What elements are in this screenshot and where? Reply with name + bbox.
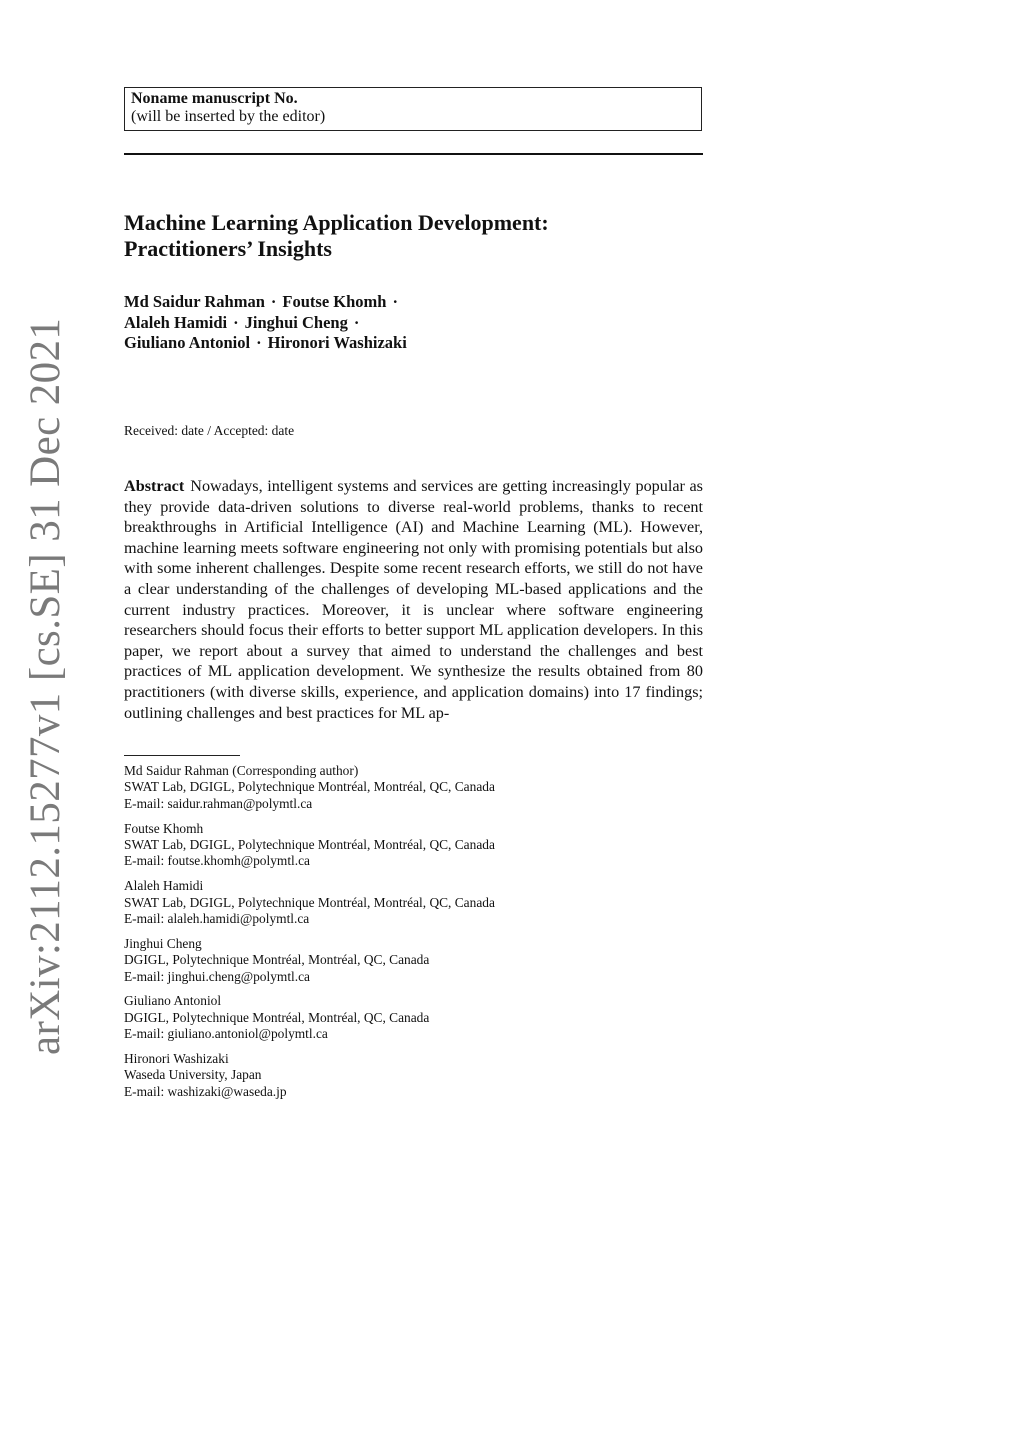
abstract-label: Abstract (124, 477, 185, 495)
author-name: Giuliano Antoniol (124, 333, 251, 352)
author-list (124, 292, 724, 354)
affiliation-email: E-mail: saidur.rahman@polymtl.ca (124, 795, 313, 811)
author-separator: · (256, 333, 262, 352)
affiliation-author: Giuliano Antoniol (124, 993, 222, 1009)
affiliation-institution: SWAT Lab, DGIGL, Polytechnique Montréal, Montréal, QC, Canada (124, 894, 495, 910)
affiliation-institution: DGIGL, Polytechnique Montréal, Montréal, QC, Canada (124, 952, 430, 968)
affiliation-block (124, 993, 724, 1042)
author-separator: · (353, 312, 360, 332)
affiliation-block (124, 821, 724, 870)
received-accepted-dates: Received: date / Accepted: date (124, 423, 295, 438)
manuscript-number-box (124, 87, 702, 131)
author-separator: · (392, 292, 398, 311)
affiliation-author: Md Saidur Rahman (Corresponding author) (124, 763, 359, 778)
manuscript-note: (will be inserted by the editor) (131, 108, 326, 125)
author-line-2 (124, 313, 724, 334)
author-name: Foutse Khomh (282, 292, 387, 311)
affiliation-email: E-mail: alaleh.hamidi@polymtl.ca (124, 911, 310, 927)
author-name: Jinghui Cheng (244, 312, 348, 332)
affiliation-block (124, 1051, 724, 1100)
arxiv-stamp-text: arXiv:2112.15277v1 [cs.SE] 31 Dec 2021 (22, 317, 69, 1055)
author-name: Alaleh Hamidi (124, 312, 228, 332)
paper-title-line-1: Machine Learning Application Development: (124, 210, 549, 235)
paper-title (124, 210, 724, 262)
affiliation-institution: Waseda University, Japan (124, 1067, 262, 1083)
affiliation-author: Hironori Washizaki (124, 1051, 229, 1067)
author-separator: · (233, 312, 239, 332)
header-divider (124, 153, 703, 155)
author-name: Md Saidur Rahman (124, 292, 265, 311)
affiliation-email: E-mail: foutse.khomh@polymtl.ca (124, 853, 311, 869)
affiliation-author: Jinghui Cheng (124, 935, 202, 951)
affiliation-email: E-mail: jinghui.cheng@polymtl.ca (124, 968, 310, 984)
author-line-3 (124, 333, 724, 354)
author-separator: · (270, 292, 277, 311)
affiliation-institution: DGIGL, Polytechnique Montréal, Montréal, QC, Canada (124, 1009, 430, 1025)
author-line-1 (124, 292, 724, 313)
affiliation-email: E-mail: washizaki@waseda.jp (124, 1083, 287, 1099)
affiliation-institution: SWAT Lab, DGIGL, Polytechnique Montréal, Montréal, QC, Canada (124, 779, 495, 795)
abstract (124, 476, 703, 723)
affiliation-author: Alaleh Hamidi (124, 878, 204, 894)
affiliation-block (124, 878, 724, 927)
manuscript-label: Noname manuscript No. (131, 90, 298, 107)
abstract-text: Nowadays, intelligent systems and services are getting increasingly popular as they provide data-driven solutions to diverse real-world problems, thanks to recent breakthroughs in Artificial Intelligence (AI) and Machine Learning (ML). However, machine learning meets software engineering not only with promising potentials but also with some inherent challenges. Despite some recent research efforts, we still do not have a clear understanding of the challenges of developing ML-based applications and the current industry practices. Moreover, it is unclear where software engineering researchers should focus their efforts to better support ML application developers. In this paper, we report about a survey that aimed to understand the challenges and best practices of ML application development. We synthesize the results obtained from 80 practitioners (with diverse skills, experience, and application domains) into 17 findings; outlining challenges and best practices for ML ap- (124, 477, 703, 722)
author-name: Hironori Washizaki (267, 333, 407, 352)
affiliation-institution: SWAT Lab, DGIGL, Polytechnique Montréal, Montréal, QC, Canada (124, 837, 495, 853)
paper-title-line-2: Practitioners’ Insights (124, 236, 332, 261)
affiliation-block (124, 936, 724, 985)
author-affiliations (124, 763, 724, 1109)
affiliation-block (124, 763, 724, 812)
footnote-divider (124, 755, 240, 756)
arxiv-stamp (14, 317, 78, 1055)
affiliation-author: Foutse Khomh (124, 820, 204, 836)
affiliation-email: E-mail: giuliano.antoniol@polymtl.ca (124, 1026, 328, 1042)
